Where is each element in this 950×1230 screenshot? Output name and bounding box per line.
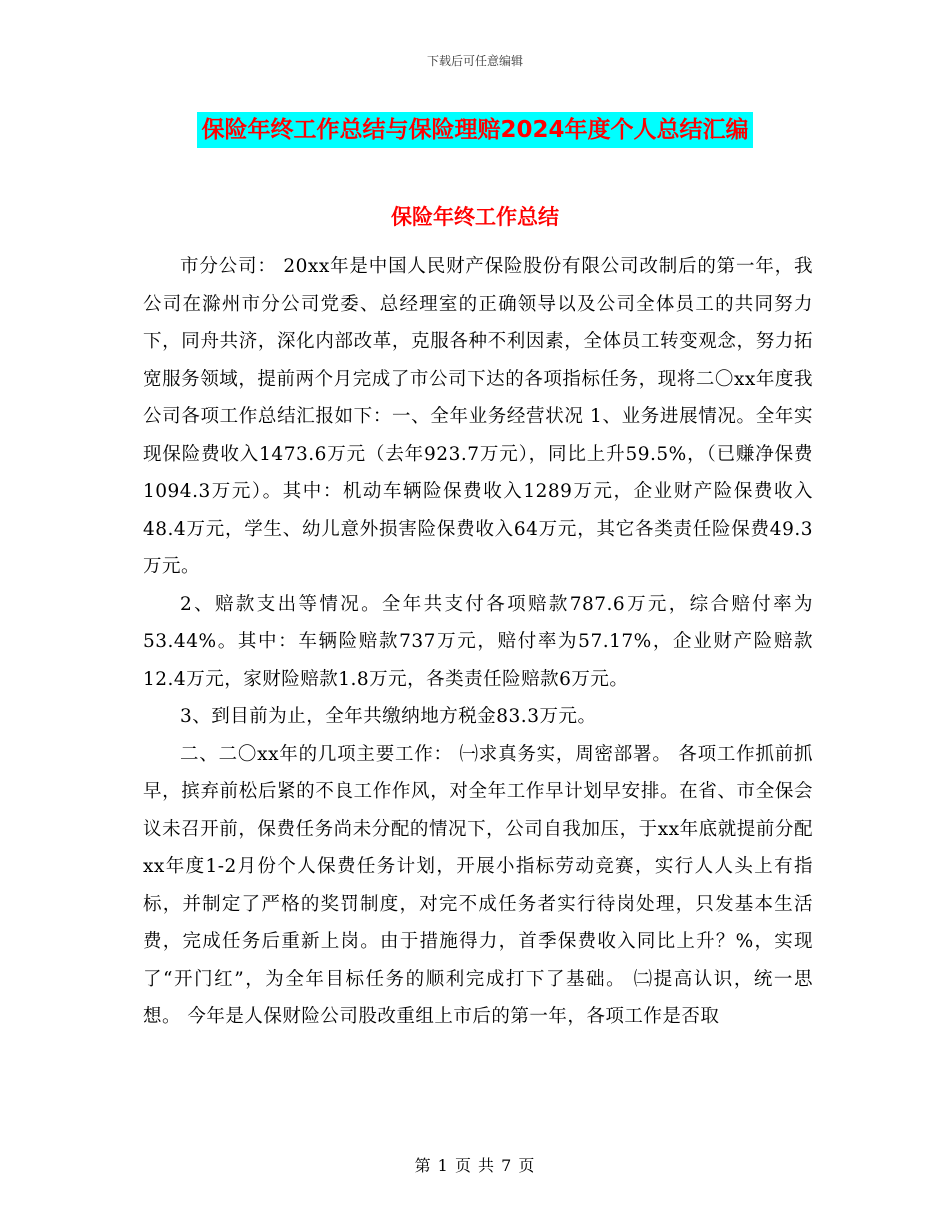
body-text	[143, 248, 813, 1036]
paragraph: 3、到目前为止，全年共缴纳地方税金83.3万元。	[180, 706, 597, 727]
document-title-text: 保险年终工作总结与保险理赔2024年度个人总结汇编	[197, 112, 752, 148]
section-title: 保险年终工作总结	[391, 205, 559, 229]
page-footer: 第 1 页 共 7 页	[414, 1156, 536, 1175]
header-note: 下载后可任意编辑	[426, 54, 523, 68]
paragraph: 二、二〇xx年的几项主要工作： ㈠求真务实，周密部署。 各项工作抓前抓早，摈弃前松后紧的不良工作作风，对全年工作早计划早安排。在省、市全保会议未召开前，保费任务尚未分配的情况下，公司自我加压，于xx年底就提前分配xx年度1-2月份个人保费任务计划，开展小指标劳动竞赛，实行人人头上有指标，并制定了严格的奖罚制度，对完不成任务者实行待岗处理，只发基本生活费，完成任务后重新上岗。由于措施得力，首季保费收入同比上升？%，实现了“开门红”，为全年目标任务的顺利完成打下了基础。 ㈡提高认识，统一思想。 今年是人保财险公司股改重组上市后的第一年，各项工作是否取	[143, 743, 813, 1027]
paragraph: 市分公司： 20xx年是中国人民财产保险股份有限公司改制后的第一年，我公司在滁州市分公司党委、总经理室的正确领导以及公司全体员工的共同努力下，同舟共济，深化内部改革，克服各种不利因素，全体员工转变观念，努力拓宽服务领域，提前两个月完成了市公司下达的各项指标任务，现将二〇xx年度我公司各项工作总结汇报如下：一、全年业务经营状况 1、业务进展情况。全年实现保险费收入1473.6万元（去年923.7万元），同比上升59.5%，（已赚净保费1094.3万元）。其中：机动车辆险保费收入1289万元，企业财产险保费收入48.4万元，学生、幼儿意外损害险保费收入64万元，其它各类责任险保费49.3万元。	[143, 256, 813, 577]
paragraph: 2、赔款支出等情况。全年共支付各项赔款787.6万元，综合赔付率为53.44%。其中：车辆险赔款737万元，赔付率为57.17%，企业财产险赔款12.4万元，家财险赔款1.8万元，各类责任险赔款6万元。	[143, 593, 813, 690]
document-title	[0, 112, 950, 148]
